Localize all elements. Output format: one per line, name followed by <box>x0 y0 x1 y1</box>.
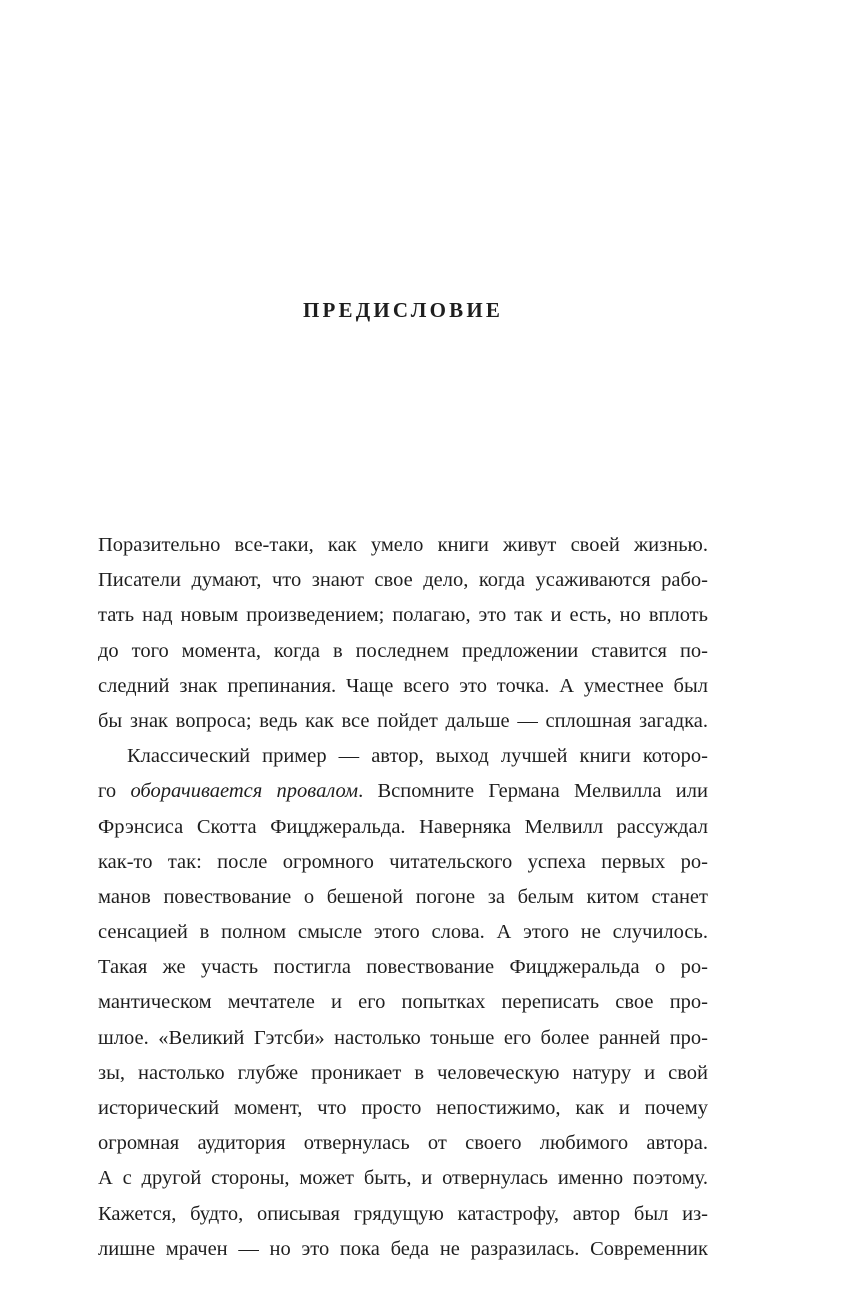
text-line: до того момента, когда в последнем предложении ставится по- <box>98 639 708 662</box>
text-line: Кажется, будто, описывая грядущую катастрофу, автор был из- <box>98 1202 708 1225</box>
text-line: мантическом мечтателе и его попытках переписать свое про- <box>98 991 708 1014</box>
text-fragment: . Вспомните Германа Мелвилла или <box>358 780 708 803</box>
text-fragment: го <box>98 780 131 803</box>
body-text <box>98 528 708 1267</box>
text-line: А с другой стороны, может быть, и отвернулась именно поэтому. <box>98 1167 708 1190</box>
text-line: лишне мрачен — но это пока беда не разразилась. Современник <box>98 1237 708 1260</box>
paragraph-1 <box>98 528 708 739</box>
text-line: Такая же участь постигла повествование Фицджеральда о ро- <box>98 956 708 979</box>
text-line: огромная аудитория отвернулась от своего любимого автора. <box>98 1132 708 1155</box>
text-line: Классический пример — автор, выход лучшей книги которо- <box>127 745 708 768</box>
text-line: Поразительно все-таки, как умело книги живут своей жизнью. <box>98 534 708 556</box>
text-line: бы знак вопроса; ведь как все пойдет дальше — сплошная загадка. <box>98 709 708 732</box>
text-line: Писатели думают, что знают свое дело, когда усаживаются рабо- <box>98 569 708 592</box>
text-line: тать над новым произведением; полагаю, это так и есть, но вплоть <box>98 604 708 627</box>
chapter-heading: ПРЕДИСЛОВИЕ <box>302 298 504 322</box>
text-line: шлое. «Великий Гэтсби» настолько тоньше его более ранней про- <box>98 1026 708 1049</box>
paragraph-2 <box>98 739 708 1267</box>
text-line: сенсацией в полном смысле этого слова. А этого не случилось. <box>98 921 708 944</box>
text-line: манов повествование о бешеной погоне за белым китом станет <box>98 885 708 908</box>
text-line-with-emphasis <box>98 774 708 809</box>
emphasis-text: оборачивается провалом <box>130 780 359 803</box>
text-line: как-то так: после огромного читательского успеха первых ро- <box>98 850 708 873</box>
text-line: следний знак препинания. Чаще всего это точка. А уместнее был <box>98 674 708 697</box>
text-line: Фрэнсиса Скотта Фицджеральда. Наверняка Мелвилл рассуждал <box>98 815 708 838</box>
text-line: исторический момент, что просто непостижимо, как и почему <box>98 1097 708 1119</box>
text-line: зы, настолько глубже проникает в человеческую натуру и свой <box>98 1061 708 1084</box>
